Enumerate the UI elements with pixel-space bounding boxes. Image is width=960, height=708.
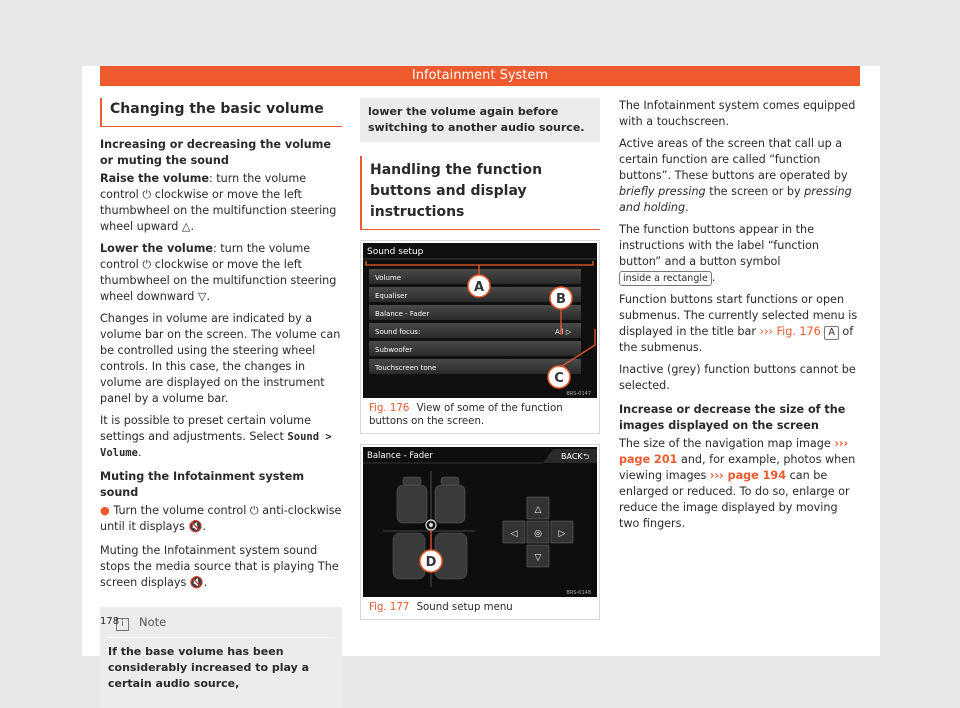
menu-item-equaliser: Equaliser — [375, 292, 408, 300]
down-arrow-icon: ▽ — [534, 553, 542, 563]
note-title: Note — [139, 615, 167, 629]
lower-label: Lower the volume — [100, 242, 213, 255]
figure-177-caption — [363, 597, 597, 617]
menu-item-sound-focus: Sound focus: — [375, 328, 421, 336]
balance-fader-screen — [363, 447, 597, 597]
left-arrow-icon: ◁ — [510, 529, 518, 539]
up-arrow-icon: △ — [534, 505, 542, 515]
page-201-link[interactable]: ››› page 201 — [619, 437, 849, 466]
menu-item-touchscreen-tone: Touchscreen tone — [375, 364, 437, 372]
bullet-item — [100, 503, 342, 535]
svg-text:B: B — [556, 292, 566, 307]
raise-text: : turn the volume control ⏻ clockwise or move the left thumbwheel on the multifunction steering wheel upward △. — [100, 172, 337, 233]
paragraph-stops: Muting the Infotainment system sound stops the media source that is playing The screen displays 🔇. — [100, 544, 339, 589]
note-header — [108, 613, 334, 638]
bullet-text: Turn the volume control ⏻ anti-clockwise until it displays 🔇. — [100, 504, 342, 533]
page-number: 178 — [100, 616, 120, 627]
paragraph-raise — [100, 171, 342, 235]
section-heading-volume: Changing the basic volume — [100, 98, 342, 127]
subheading-image-size: Increase or decrease the size of the images displayed on the screen — [619, 403, 846, 432]
info-icon: i — [116, 618, 129, 631]
column-3 — [619, 98, 861, 538]
back-button: BACK — [561, 452, 583, 461]
page-194-link[interactable]: ››› page 194 — [709, 469, 786, 482]
note-box — [100, 607, 342, 708]
lower-text: : turn the volume control ⏻ clockwise or move the left thumbwheel on the multifunction steering wheel downward ▽. — [100, 242, 337, 303]
paragraph-lower — [100, 241, 342, 305]
menu-item-volume: Volume — [375, 274, 402, 282]
paragraph-submenus: Function buttons start functions or open submenus. The currently selected menu is displayed in the title bar ››› Fig. 176 A of the submenus. — [619, 293, 858, 354]
paragraph-active-areas: Active areas of the screen that call up a certain function are called “function buttons”. These buttons are operated by briefly pressing the screen or by pressing and holding. — [619, 137, 852, 214]
rectangle-symbol: inside a rectangle — [619, 271, 712, 286]
figure-176-number: Fig. 176 — [369, 403, 410, 414]
preset-text: It is possible to preset certain volume settings and adjustments. Select — [100, 414, 311, 443]
subheading-muting: Muting the Infotainment system sound — [100, 470, 304, 499]
letter-a-box: A — [824, 326, 839, 340]
center-icon: ◎ — [534, 529, 542, 539]
column-2 — [360, 98, 600, 630]
paragraph-inactive: Inactive (grey) function buttons cannot be selected. — [619, 363, 856, 392]
figure-176-caption — [363, 398, 597, 431]
note-text: If the base volume has been considerably increased to play a certain audio source, — [108, 645, 309, 690]
screen-title-balance: Balance - Fader — [367, 451, 433, 461]
figure-177 — [360, 444, 600, 620]
menu-item-balance: Balance - Fader — [375, 310, 430, 318]
figure-177-number: Fig. 177 — [369, 602, 410, 613]
figure-177-text: Sound setup menu — [416, 602, 513, 613]
raise-label: Raise the volume — [100, 172, 209, 185]
column-1 — [100, 98, 342, 708]
paragraph-function-label: The function buttons appear in the instructions with the label “function button” and a button symbol inside a rectangle . — [619, 223, 819, 284]
paragraph-image-size: The size of the navigation map image ››› page 201 and, for example, photos when viewing images ››› page 194 can be enlarged or reduced. To do so, enlarge or reduce the image displayed by moving two fingers. — [619, 437, 856, 530]
svg-text:D: D — [425, 555, 437, 570]
paragraph-changes: Changes in volume are indicated by a volume bar on the screen. The volume can be controlled using the steering wheel controls. In this case, the changes in volume are displayed on the instrument panel by a volume bar. — [100, 312, 341, 405]
sound-setup-screen — [363, 243, 597, 398]
figure-176-text: View of some of the function buttons on the screen. — [369, 403, 563, 427]
svg-text:C: C — [554, 371, 564, 386]
bullet-icon: ● — [100, 504, 110, 517]
section-heading-function-buttons: Handling the function buttons and display instructions — [360, 156, 600, 230]
menu-item-subwoofer: Subwoofer — [375, 346, 413, 354]
paragraph-preset: It is possible to preset certain volume settings and adjustments. Select Sound > Volume. — [100, 414, 332, 459]
back-arrow-icon: ⮌ — [583, 452, 590, 461]
figure-code-177: BRS-0148 — [566, 590, 591, 596]
figure-176 — [360, 240, 600, 434]
paragraph-touchscreen: The Infotainment system comes equipped with a touchscreen. — [619, 99, 856, 128]
subheading-increase-decrease: Increasing or decreasing the volume or muting the sound — [100, 138, 331, 167]
figure-code: BRS-0147 — [566, 391, 591, 397]
sound-focus-value: All ▷ — [555, 328, 572, 336]
screen-title: Sound setup — [367, 247, 424, 257]
preset-code: Sound > Volume — [100, 431, 332, 459]
svg-text:A: A — [473, 280, 485, 295]
note-continuation: lower the volume again before switching to another audio source. — [360, 98, 600, 142]
fig-176-link[interactable]: ››› Fig. 176 — [759, 325, 821, 338]
chapter-header: Infotainment System — [100, 66, 860, 86]
right-arrow-icon: ▷ — [558, 529, 566, 539]
